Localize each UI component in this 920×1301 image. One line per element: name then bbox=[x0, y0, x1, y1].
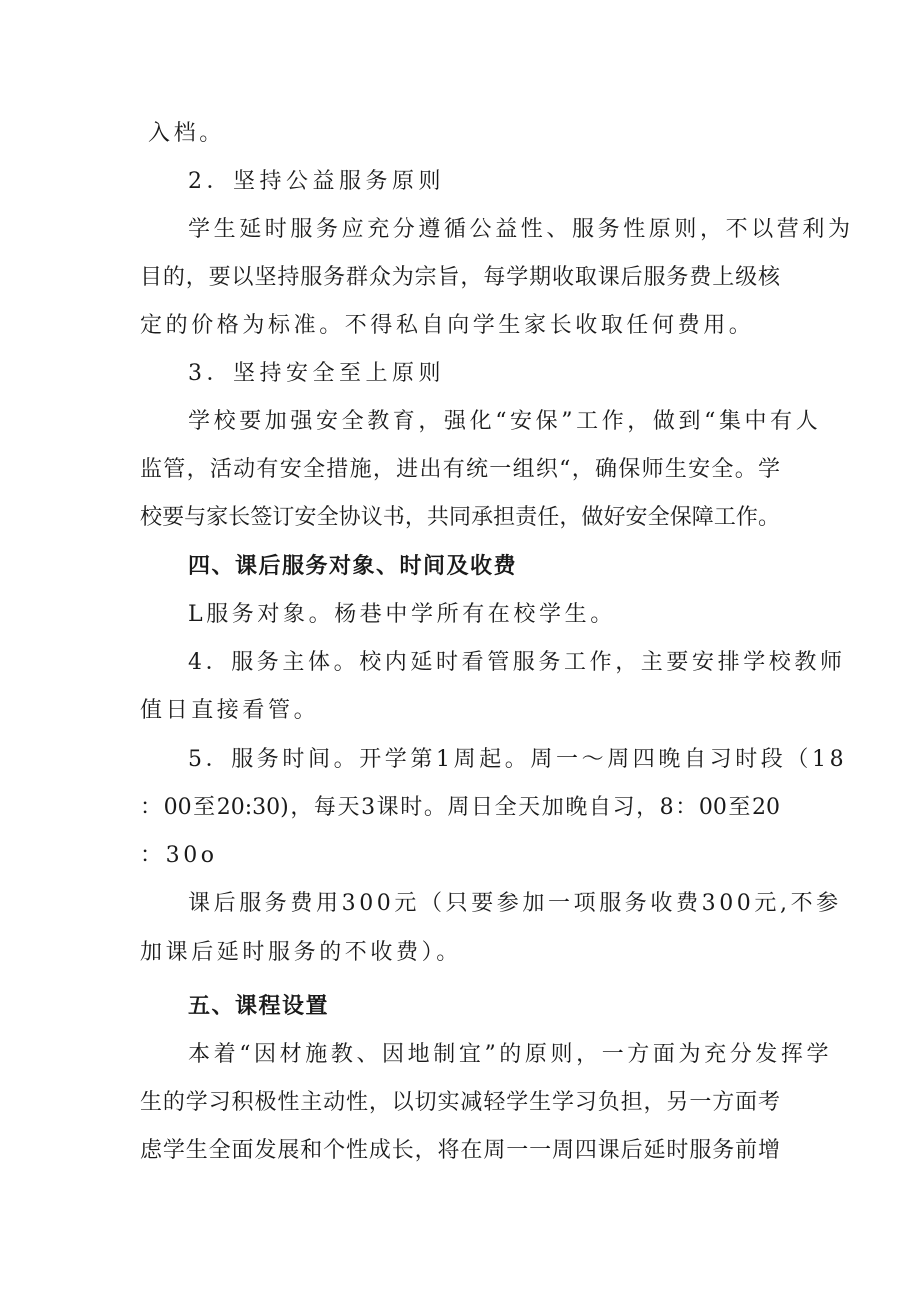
text-line: 目的，要以坚持服务群众为宗旨，每学期收取课后服务费上级核 bbox=[140, 265, 780, 290]
text-line: 入档。 bbox=[148, 121, 225, 146]
text-line: 课后服务费用300元（只要参加一项服务收费300元,不参 bbox=[188, 891, 842, 916]
text-line: 加课后延时服务的不收费）。 bbox=[140, 940, 462, 965]
text-line: 学生延时服务应充分遵循公益性、服务性原则，不以营利为 bbox=[188, 217, 854, 242]
text-line: 校要与家长签订安全协议书，共同承担责任，做好安全保障工作。 bbox=[140, 505, 780, 530]
text-line: ：00至20:30)，每天3课时。周日全天加晚自习，8：00至20 bbox=[140, 795, 780, 820]
text-line: 监管，活动有安全措施，进出有统一组织“，确保师生安全。学 bbox=[140, 457, 780, 482]
text-line: L服务对象。杨巷中学所有在校学生。 bbox=[188, 602, 616, 627]
subheading: 2．坚持公益服务原则 bbox=[188, 169, 445, 194]
text-line: 5．服务时间。开学第1周起。周一～周四晚自习时段（18 bbox=[188, 747, 848, 772]
subheading: 3．坚持安全至上原则 bbox=[188, 361, 445, 386]
text-line: 生的学习积极性主动性，以切实减轻学生学习负担，另一方面考 bbox=[140, 1090, 780, 1115]
text-line: ：30o bbox=[140, 843, 218, 868]
section-heading: 五、课程设置 bbox=[188, 994, 330, 1019]
text-line: 学校要加强安全教育，强化“安保”工作，做到“集中有人 bbox=[188, 409, 822, 434]
text-line: 定的价格为标准。不得私自向学生家长收取任何费用。 bbox=[140, 313, 755, 338]
text-line: 本着“因材施教、因地制宜”的原则，一方面为充分发挥学 bbox=[188, 1042, 833, 1067]
text-line: 4．服务主体。校内延时看管服务工作，主要安排学校教师 bbox=[188, 650, 846, 675]
text-line: 值日直接看管。 bbox=[140, 698, 320, 723]
section-heading: 四、课后服务对象、时间及收费 bbox=[188, 554, 518, 579]
text-line: 虑学生全面发展和个性成长，将在周一一周四课后延时服务前增 bbox=[140, 1138, 780, 1163]
